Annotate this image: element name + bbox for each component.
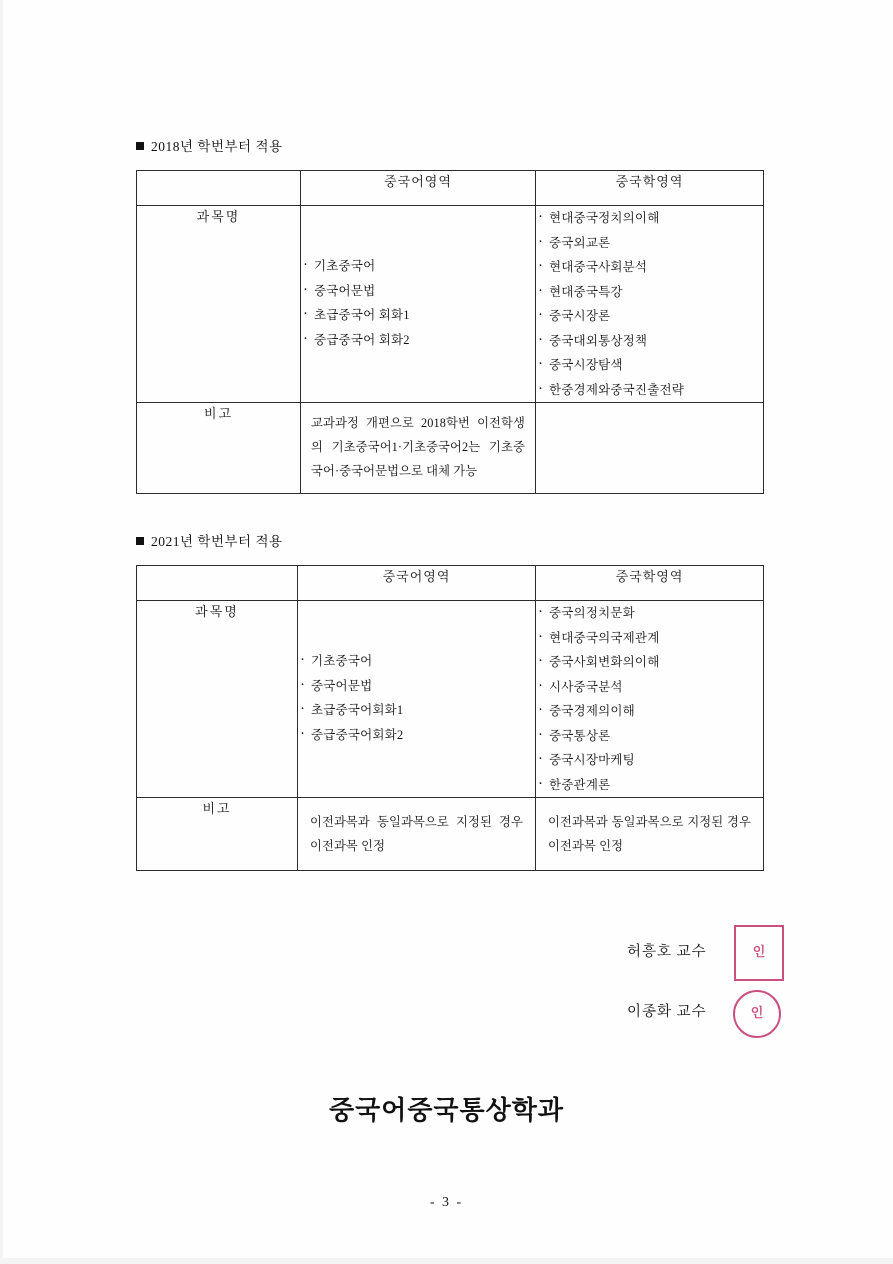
course-table-2021 [136,565,764,871]
course-table-2018 [136,170,764,494]
cell-chinese-language-courses [301,206,536,403]
note-text: 교과과정 개편으로 2018학번 이전학생의 기초중국어1·기초중국어2는 기초중국어·중국어문법으로 대체 가능 [311,416,525,478]
cell-note-left [301,403,536,494]
list-item: · 중국시장론 [536,304,763,329]
list-item: · 중국어문법 [298,674,535,699]
section-heading-2018 [136,135,283,155]
note-text: 이전과목과 동일과목으로 지정된 경우 이전과목 인정 [310,815,523,853]
page-number: - 3 - [429,1195,464,1210]
table-row-courses [137,601,764,798]
list-item: · 시사중국분석 [536,675,763,700]
table-row-notes [137,403,764,494]
course-list-chinese-language [301,254,535,352]
list-item: · 중국통상론 [536,724,763,749]
list-item: · 기초중국어 [301,254,535,279]
table-row-notes [137,798,764,871]
table-header-row [137,171,764,206]
list-item: · 중국경제의이해 [536,699,763,724]
row-label-subjects: 과목명 [137,601,298,798]
section-heading-2021 [136,530,283,550]
list-item: · 중국시장탐색 [536,353,763,378]
list-item: · 한중경제와중국진출전략 [536,378,763,403]
signature-name-2: 이종화 교수 [627,1004,707,1020]
scan-edge-left [0,0,3,1264]
list-item: · 현대중국사회분석 [536,255,763,280]
header-blank [137,566,298,601]
square-bullet-icon [136,142,144,150]
scan-edge-bottom [0,1258,893,1264]
cell-chinese-studies-courses [536,601,764,798]
header-chinese-studies: 중국학영역 [536,566,764,601]
square-bullet-icon [136,537,144,545]
official-seal-stamp-2 [733,990,781,1038]
list-item: · 한중관계론 [536,773,763,798]
stamp-label: 인 [750,1006,764,1021]
header-chinese-studies: 중국학영역 [536,171,764,206]
cell-note-right [536,798,764,871]
list-item: · 중국어문법 [301,279,535,304]
course-list-chinese-studies [536,206,763,402]
header-chinese-language: 중국어영역 [298,566,536,601]
list-item: · 중국외교론 [536,231,763,256]
cell-chinese-language-courses [298,601,536,798]
header-blank [137,171,301,206]
list-item: · 현대중국정치의이해 [536,206,763,231]
list-item: · 초급중국어회화1 [298,698,535,723]
list-item: · 중급중국어 회화2 [301,328,535,353]
signature-name-1: 허흥호 교수 [627,944,707,960]
section-heading-text: 2018년 학번부터 적용 [151,139,283,154]
list-item: · 현대중국특강 [536,280,763,305]
list-item: · 중국대외통상정책 [536,329,763,354]
list-item: · 중국시장마케팅 [536,748,763,773]
official-seal-stamp-1 [734,925,784,981]
list-item: · 초급중국어 회화1 [301,303,535,328]
list-item: · 중급중국어회화2 [298,723,535,748]
row-label-subjects: 과목명 [137,206,301,403]
course-list-chinese-language [298,649,535,747]
list-item: · 중국의정치문화 [536,601,763,626]
department-title: 중국어중국통상학과 [328,1095,565,1125]
row-label-notes: 비고 [137,798,298,871]
list-item: · 현대중국의국제관계 [536,626,763,651]
stamp-label: 인 [752,945,766,960]
table-row-courses [137,206,764,403]
note-text: 이전과목과 동일과목으로 지정된 경우 이전과목 인정 [548,815,751,853]
row-label-notes: 비고 [137,403,301,494]
list-item: · 기초중국어 [298,649,535,674]
cell-note-left [298,798,536,871]
section-heading-text: 2021년 학번부터 적용 [151,534,283,549]
cell-chinese-studies-courses [536,206,764,403]
table-header-row [137,566,764,601]
header-chinese-language: 중국어영역 [301,171,536,206]
course-list-chinese-studies [536,601,763,797]
list-item: · 중국사회변화의이해 [536,650,763,675]
cell-note-right [536,403,764,494]
